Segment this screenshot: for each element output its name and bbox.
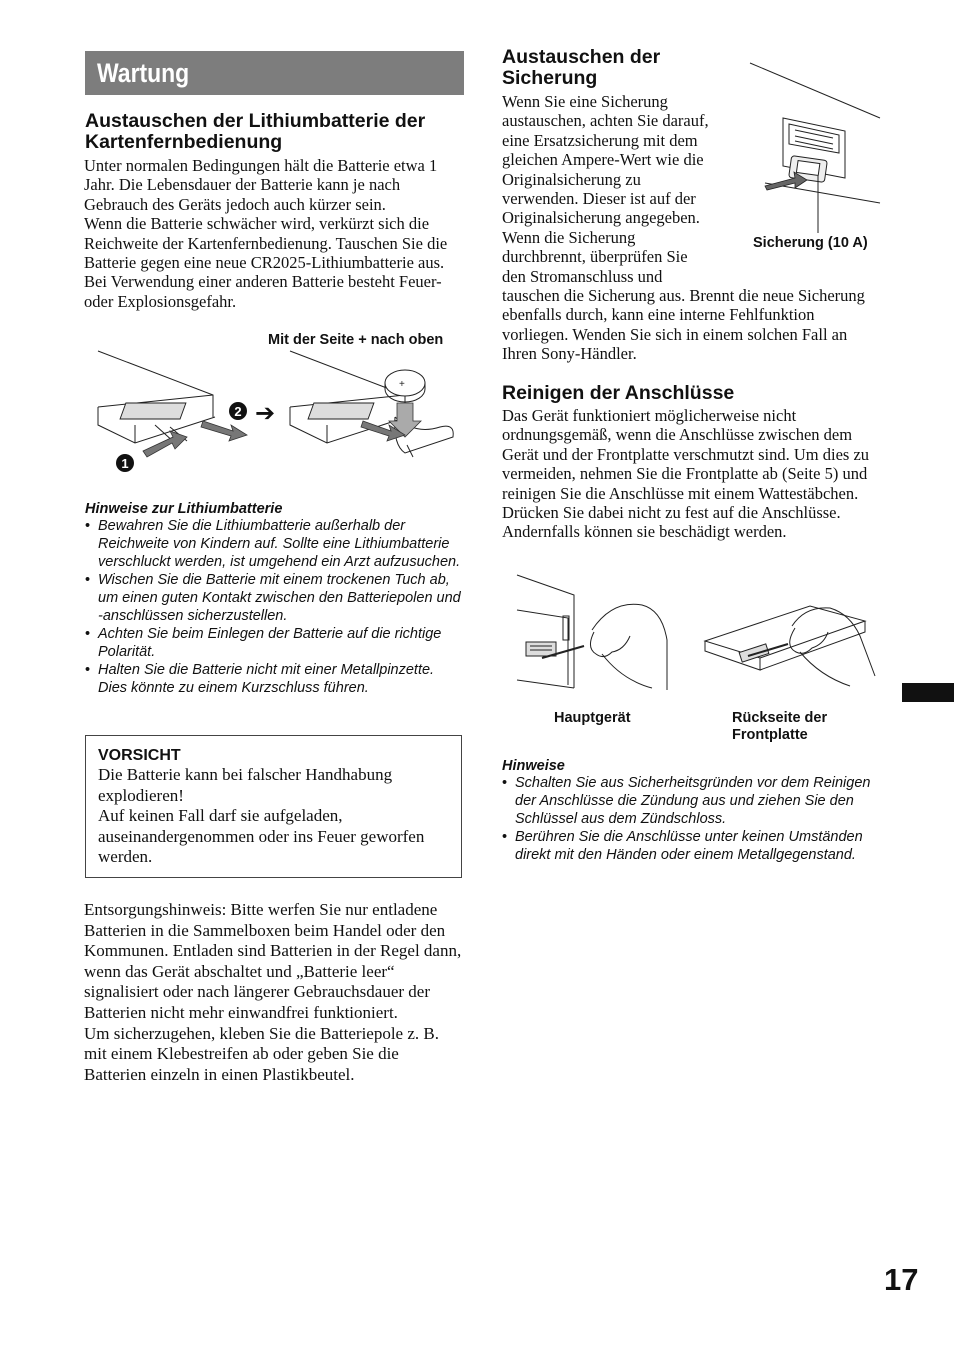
front-panel-label: Rückseite der Frontplatte	[732, 710, 828, 743]
clean-notes-title: Hinweise	[502, 758, 565, 774]
battery-note-item: • Wischen Sie die Batterie mit einem trockenen Tuch ab, um einen guten Kontakt zwischen den Batteriepolen und -anschlüssen sicherzustellen.	[85, 571, 465, 625]
clean-notes-list	[502, 774, 882, 864]
battery-notes-list	[85, 517, 465, 697]
caution-title: VORSICHT	[98, 747, 181, 764]
fuse-text-line: Wenn die Sicherung	[502, 227, 636, 247]
battery-note-item: • Bewahren Sie die Lithiumbatterie außerhalb der Reichweite von Kindern auf. Sollte eine Lithiumbatterie verschluckt werden, ist umgehend ein Arzt aufzusuchen.	[85, 517, 465, 571]
fuse-text-line: durchbrennt, überprüfen Sie	[502, 247, 688, 267]
battery-notes-title: Hinweise zur Lithiumbatterie	[85, 501, 283, 517]
battery-figure-label: Mit der Seite + nach oben	[268, 332, 444, 348]
battery-intro	[84, 156, 466, 311]
fuse-text-line: verwenden. Dieser ist auf der	[502, 189, 696, 209]
front-panel-illustration	[700, 596, 880, 692]
arrow-right-icon: ➔	[255, 399, 276, 427]
section-banner	[85, 51, 464, 95]
disposal-p2: Um sicherzugehen, kleben Sie die Batteriepole z. B. mit einem Klebestreifen ab oder geben Sie die Batterien einzeln in einen Plastikbeutel.	[84, 1023, 439, 1084]
fuse-illustration	[745, 58, 885, 233]
svg-text:+: +	[399, 379, 405, 390]
battery-heading: Austauschen der Lithiumbatterie der Kartenfernbedienung	[85, 110, 426, 153]
clean-note-item: • Berühren Sie die Anschlüsse unter keinen Umständen direkt mit den Händen oder einem Metallgegenstand.	[502, 828, 882, 864]
caution-line: Die Batterie kann bei falscher Handhabung explodieren!	[98, 765, 393, 805]
fuse-heading: Austauschen der Sicherung	[502, 46, 661, 89]
battery-intro-p2: Wenn die Batterie schwächer wird, verkürzt sich die Reichweite der Kartenfernbedienung. Tauschen Sie die Batterie gegen eine neue CR2025-Lithiumbatterie aus. Bei Verwendung einer anderen Batterie besteht Feuer- oder Explosionsgefahr.	[84, 214, 448, 311]
banner-title: Wartung	[97, 58, 190, 88]
main-unit-label: Hauptgerät	[554, 710, 631, 726]
battery-illustration	[95, 345, 465, 480]
caution-box	[85, 735, 462, 878]
fuse-text-line: den Stromanschluss und	[502, 266, 663, 286]
fuse-text-line: eine Ersatzsicherung mit dem	[502, 130, 698, 150]
main-unit-illustration	[512, 570, 672, 692]
battery-notes	[85, 501, 465, 697]
disposal-text	[84, 900, 462, 1085]
step2-label: 2	[234, 404, 242, 419]
battery-note-item: • Achten Sie beim Einlegen der Batterie auf die richtige Polarität.	[85, 625, 465, 661]
caution-line: Auf keinen Fall darf sie aufgeladen, auseinandergenommen oder ins Feuer geworfen werden.	[98, 806, 425, 866]
page-number: 17	[884, 1262, 919, 1297]
fuse-text-line: gleichen Ampere-Wert wie die	[502, 150, 704, 170]
clean-notes	[502, 758, 882, 864]
fuse-text-line: Wenn Sie eine Sicherung	[502, 92, 668, 111]
fuse-label: Sicherung (10 A)	[753, 235, 868, 251]
fuse-text-line: Originalsicherung zu	[502, 169, 641, 189]
battery-note-item: • Halten Sie die Batterie nicht mit einer Metallpinzette. Dies könnte zu einem Kurzschluss führen.	[85, 661, 465, 697]
step1-label: 1	[121, 456, 129, 471]
fuse-text-lines	[502, 92, 747, 286]
clean-heading: Reinigen der Anschlüsse	[502, 382, 735, 404]
section-tab-marker	[902, 683, 954, 702]
fuse-text-rest: tauschen die Sicherung aus. Brennt die neue Sicherung ebenfalls durch, kann eine interne Fehlfunktion vorliegen. Wenden Sie sich in einem solchen Fall an Ihren Sony-Händler.	[502, 286, 865, 364]
fuse-text-line: Originalsicherung angegeben.	[502, 208, 700, 228]
battery-intro-p1: Unter normalen Bedingungen hält die Batterie etwa 1 Jahr. Die Lebensdauer der Batterie kann je nach Gebrauch des Geräts jedoch auch kürzer sein.	[84, 156, 438, 214]
fuse-text-line: austauschen, achten Sie darauf,	[502, 111, 709, 131]
clean-text: Das Gerät funktioniert möglicherweise nicht ordnungsgemäß, wenn die Anschlüsse zwischen dem Gerät und der Frontplatte verschmutzt sind. Um dies zu vermeiden, nehmen Sie die Frontplatte ab (Seite 5) und reinigen Sie die Anschlüsse mit einem Wattestäbchen. Drücken Sie dabei nicht zu fest auf die Anschlüsse. Andernfalls können sie beschädigt werden.	[502, 406, 870, 542]
disposal-p1: Entsorgungshinweis: Bitte werfen Sie nur entladene Batterien in die Sammelboxen beim Handel oder den Kommunen. Entladen sind Batterien in der Regel dann, wenn das Gerät abschaltet und „Batterie leer“ signalisiert oder nach längerer Gebrauchsdauer der Batterien nicht mehr einwandfrei funktioniert.	[84, 900, 462, 1022]
clean-note-item: • Schalten Sie aus Sicherheitsgründen vor dem Reinigen der Anschlüsse die Zündung aus und ziehen Sie den Schlüssel aus dem Zündschloss.	[502, 774, 882, 828]
